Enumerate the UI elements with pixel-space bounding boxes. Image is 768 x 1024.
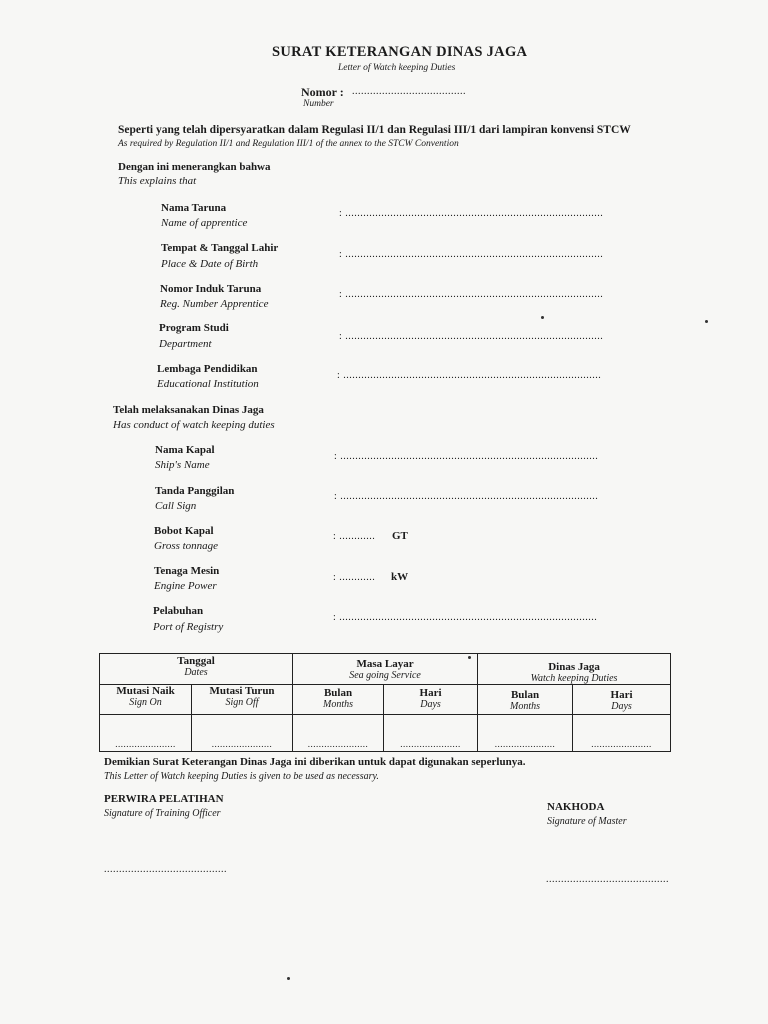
nomor-en: Number [303,99,334,109]
field-dots[interactable]: : ...................................................................................... [339,289,604,300]
field-label: Tanda Panggilan [155,485,235,497]
field-label: Pelabuhan [153,605,204,617]
field-dots[interactable]: : ...................................................................................... [334,451,599,462]
header-dates [100,654,293,685]
intro-id: Seperti yang telah dipersyaratkan dalam Regulasi II/1 dan Regulasi III/1 dari lampiran konvensi STCW [118,124,631,136]
unit-label: GT [392,530,408,542]
subheader-label: Mutasi Turun [209,685,275,698]
subheader-label: Bulan [323,687,353,700]
field-label: Nomor Induk Taruna [160,283,262,295]
field-label: Program Studi [159,322,229,334]
subheader-label-en: Months [323,698,354,710]
subheader-months [293,685,384,715]
table-header-row [100,654,671,685]
field-label-en: Engine Power [154,580,217,592]
master-title: NAKHODA [547,801,605,813]
field-dots[interactable]: : ...................................................................................... [339,331,604,342]
field-label: Tempat & Tanggal Lahir [161,242,279,254]
field-label-en: Department [159,338,212,350]
field-label-en: Gross tonnage [154,540,219,552]
explains-id: Dengan ini menerangkan bahwa [118,161,271,173]
subheader-months [478,685,573,715]
subheader-label-en: Sign Off [225,696,259,708]
header-label-en: Watch keeping Duties [530,672,618,684]
table-cell[interactable]: ...................... [478,715,573,752]
table-cell[interactable]: ...................... [573,715,671,752]
subheader-label: Mutasi Naik [116,685,175,698]
header-label: Masa Layar [356,658,414,670]
document-title: SURAT KETERANGAN DINAS JAGA [272,44,528,60]
table-cell[interactable]: ...................... [384,715,478,752]
field-label: Lembaga Pendidikan [157,363,258,375]
table-subheader-row [100,685,671,715]
subheader-label-en: Days [611,700,632,712]
master-signature-line[interactable]: ......................................... [546,874,669,885]
field-label: Nama Taruna [161,202,227,214]
officer-subtitle: Signature of Training Officer [104,808,221,819]
scan-speck [468,656,471,659]
field-label-en: Place & Date of Birth [161,258,259,270]
scan-speck [287,977,290,980]
duty-heading: Telah melaksanakan Dinas Jaga [113,404,264,416]
header-label-en: Dates [184,666,208,678]
header-label-en: Sea going Service [349,669,421,681]
officer-signature-line[interactable]: ......................................... [104,864,227,875]
closing-en: This Letter of Watch keeping Duties is given to be used as necessary. [104,771,379,782]
field-label-en: Port of Registry [153,621,224,633]
nomor-label: Nomor : [301,85,344,99]
field-dots[interactable]: : ...................................................................................... [333,612,598,623]
document-title-en: Letter of Watch keeping Duties [338,63,456,73]
subheader-sign-on [100,685,192,715]
closing-id: Demikian Surat Keterangan Dinas Jaga ini diberikan untuk dapat digunakan seperlunya. [104,756,526,768]
scan-speck [541,316,544,319]
field-label-en: Reg. Number Apprentice [160,298,269,310]
field-label-en: Name of apprentice [161,217,248,229]
field-dots[interactable]: : ...................................................................................... [339,208,604,219]
subheader-label: Hari [610,689,633,702]
table-row [100,715,671,752]
explains-en: This explains that [118,175,197,187]
field-dots[interactable]: : ............ [333,572,376,583]
field-label-en: Educational Institution [157,378,259,390]
header-sea-service [293,654,478,685]
field-label-en: Ship's Name [155,459,210,471]
intro-en: As required by Regulation II/1 and Regulation III/1 of the annex to the STCW Convention [118,139,459,149]
header-label: Dinas Jaga [548,661,600,673]
header-watch-duties [478,654,671,685]
table-cell[interactable]: ...................... [293,715,384,752]
field-dots[interactable]: : ............ [333,531,376,542]
service-table [99,653,671,752]
subheader-label-en: Days [420,698,441,710]
field-dots[interactable]: : ...................................................................................... [337,370,602,381]
unit-label: kW [391,571,409,583]
subheader-days [384,685,478,715]
field-dots[interactable]: : ...................................................................................... [334,491,599,502]
header-label: Tanggal [177,655,215,667]
field-dots[interactable]: : ...................................................................................... [339,249,604,260]
nomor-dots[interactable]: ...................................... [352,86,466,97]
field-label-en: Call Sign [155,500,197,512]
table-cell[interactable]: ...................... [192,715,293,752]
table-cell[interactable]: ...................... [100,715,192,752]
officer-title: PERWIRA PELATIHAN [104,793,224,805]
subheader-sign-off [192,685,293,715]
field-label: Tenaga Mesin [154,565,220,577]
subheader-label-en: Sign On [129,696,162,708]
master-subtitle: Signature of Master [547,816,627,827]
duty-heading-en: Has conduct of watch keeping duties [113,419,275,431]
field-label: Nama Kapal [155,444,215,456]
subheader-label: Bulan [510,689,540,702]
subheader-days [573,685,671,715]
subheader-label-en: Months [510,700,541,712]
field-label: Bobot Kapal [154,525,214,537]
scan-speck [705,320,708,323]
subheader-label: Hari [419,687,442,700]
